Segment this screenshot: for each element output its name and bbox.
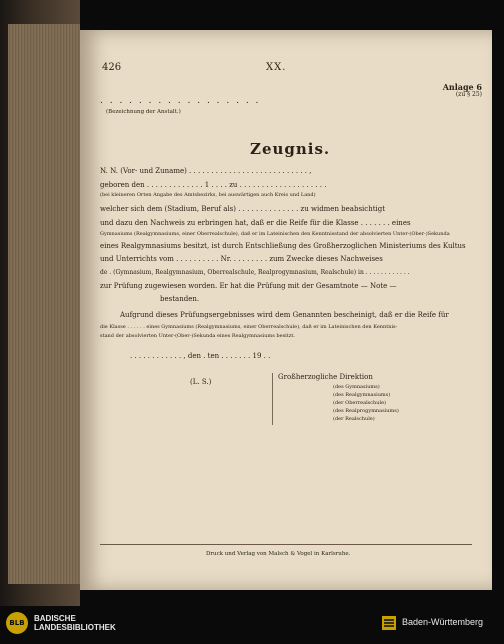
footer-rule <box>100 544 472 545</box>
text-line: stand der absolvierten Unter-(Ober-)Sekunda eines Realgymnasiums besitzt. <box>100 333 295 339</box>
text-line: welcher sich dem (Stadium, Beruf als) . . . . . . . . . . . . . . zu widmen beabsichtigt <box>100 205 386 213</box>
text-line: Aufgrund dieses Prüfungsergebnisses wird dem Genannten bescheinigt, daß er die Reife für <box>120 311 449 319</box>
page-stack <box>8 24 80 584</box>
section-number: XX. <box>266 62 287 73</box>
directorate-title: Großherzogliche Direktion <box>278 373 373 381</box>
text-line: und Unterrichts vom . . . . . . . . . . Nr. . . . . . . . . zum Zwecke dieses Nachweises <box>100 255 383 263</box>
text-line: de . (Gymnasium, Realgymnasium, Oberrealschule, Realprogymnasium, Realschule) in . . . . . . . . . . . . <box>100 269 410 276</box>
document-title: Zeugnis. <box>250 140 331 158</box>
bw-logo-text: Baden-Württemberg <box>402 617 484 627</box>
divider <box>272 373 273 425</box>
text-line: (bei kleineren Orten Angabe des Amtsbezirks, bei auswärtigen auch Kreis und Land) <box>100 192 316 198</box>
anlage-reference: (zu § 25) <box>455 91 482 98</box>
text-line: Gymnasiums (Realgymnasiums, einer Oberrealschule), daß er im Lateinischen den Kenntnisstand der absolvierten Unter-(Ober-)Sekunda <box>100 231 450 237</box>
directorate-option: (des Realgymnasiums) <box>333 392 391 398</box>
institution-dotline: . . . . . . . . . . . . . . . . . <box>100 96 261 106</box>
institution-note: (Bezeichnung der Anstalt.) <box>106 109 181 115</box>
blb-logo-icon: BLB <box>6 612 28 634</box>
text-line: eines Realgymnasiums besitzt, ist durch Entschließung des Großherzoglichen Ministeriums des Kultus <box>100 242 466 250</box>
text-line: und dazu den Nachweis zu erbringen hat, daß er die Reife für die Klasse . . . . . . . eines <box>100 219 411 227</box>
printer-note: Druck und Verlag von Malsch & Vogel in Karlsruhe. <box>206 551 351 557</box>
text-line: N. N. (Vor- und Zuname) . . . . . . . . . . . . . . . . . . . . . . . . . . . , <box>100 167 312 175</box>
date-line: . . . . . . . . . . . . , den . ten . . . . . . . 19 . . <box>130 352 271 360</box>
text-line: die Klasse . . . . . . eines Gymnasiums (Realgymnasiums, einer Oberrealschule), daß er im Lateinischen den Kenntnis- <box>100 324 398 330</box>
blb-line-1: BADISCHE <box>34 614 76 623</box>
directorate-option: (der Realschule) <box>333 416 375 422</box>
blb-line-2: LANDESBIBLIOTHEK <box>34 623 116 632</box>
directorate-option: (der Oberrealschule) <box>333 400 386 406</box>
page-number: 426 <box>102 62 122 73</box>
text-line: bestanden. <box>160 295 200 303</box>
text-line: geboren den . . . . . . . . . . . . . 1 . . . . zu . . . . . . . . . . . . . . . . . . . . <box>100 181 327 189</box>
document-page <box>80 30 492 590</box>
directorate-option: (des Realprogymnasiums) <box>333 408 399 414</box>
bw-crest-icon <box>380 614 398 632</box>
blb-logo-text <box>34 614 116 632</box>
directorate-option: (des Gymnasiums) <box>333 384 380 390</box>
text-line: zur Prüfung zugewiesen worden. Er hat die Prüfung mit der Gesamtnote — Note — <box>100 282 397 290</box>
seal-placeholder: (L. S.) <box>190 378 212 386</box>
anlage-label: Anlage 6 <box>442 82 482 92</box>
